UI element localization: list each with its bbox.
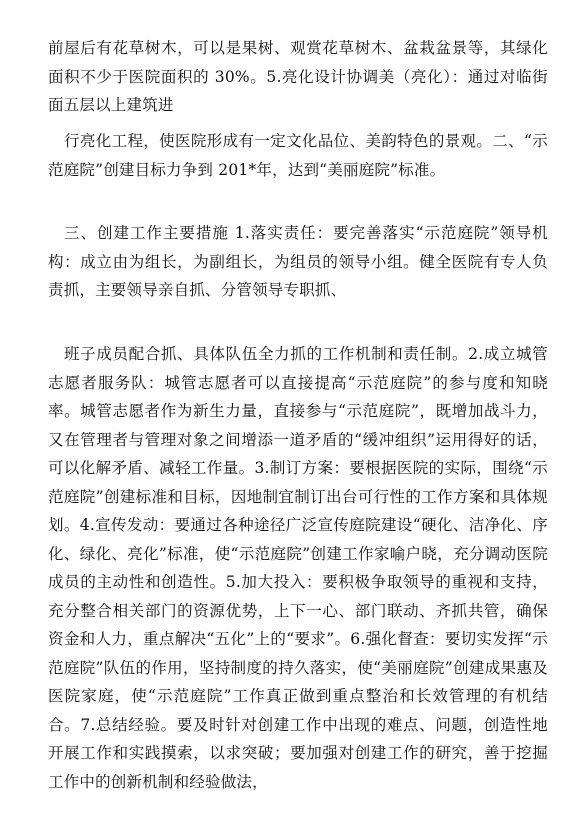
paragraph-measures-detail: 班子成员配合抓、具体队伍全力抓的工作机制和责任制。2.成立城管志愿者服务队：城管志愿者可以直接提高“示范庭院”的参与度和知晓率。城管志愿者作为新生力量，直接参与“示范庭院”，既增加战斗力，又在管理者与管理对象之间增添一道矛盾的“缓冲组织”运用得好的话，可以化解矛盾、减轻工作量。3.制订方案：要根据医院的实际，围绕“示范庭院”创建标准和目标，因地制宜制订出台可行性的工作方案和具体规划。4.宣传发动：要通过各种途径广泛宣传庭院建设“硬化、洁净化、序化、绿化、亮化”标准，使“示范庭院”创建工作家喻户晓，充分调动医院成员的主动性和创造性。5.加大投入：要积极争取领导的重视和支持，充分整合相关部门的资源优势，上下一心、部门联动、齐抓共管，确保资金和人力，重点解决“五化”上的“要求”。6.强化督查：要切实发挥“示范庭院”队伍的作用，坚持制度的持久落实，使“美丽庭院”创建成果惠及医院家庭，使“示范庭院”工作真正做到重点整治和长效管理的有机结合。7.总结经验。要及时针对创建工作中出现的难点、问题，创造性地开展工作和实践摸索，以求突破；要加强对创建工作的研究，善于挖掘工作中的创新机制和经验做法， — [48, 345, 548, 791]
paragraph-greening: 前屋后有花草树木，可以是果树、观赏花草树木、盆栽盆景等，其绿化面积不少于医院面积的 30%。5.亮化设计协调美（亮化）：通过对临街面五层以上建筑进 — [48, 39, 548, 114]
paragraph-measures-intro: 三、创建工作主要措施 1.落实责任：要完善落实“示范庭院”领导机构：成立由为组长，为副组长，为组员的领导小组。健全医院有专人负责抓，主要领导亲自抓、分管领导专职抓、 — [48, 224, 548, 299]
paragraph-lighting-goal: 行亮化工程，使医院形成有一定文化品位、美韵特色的景观。二、“示范庭院”创建目标力争到 201*年，达到“美丽庭院”标准。 — [48, 132, 548, 179]
